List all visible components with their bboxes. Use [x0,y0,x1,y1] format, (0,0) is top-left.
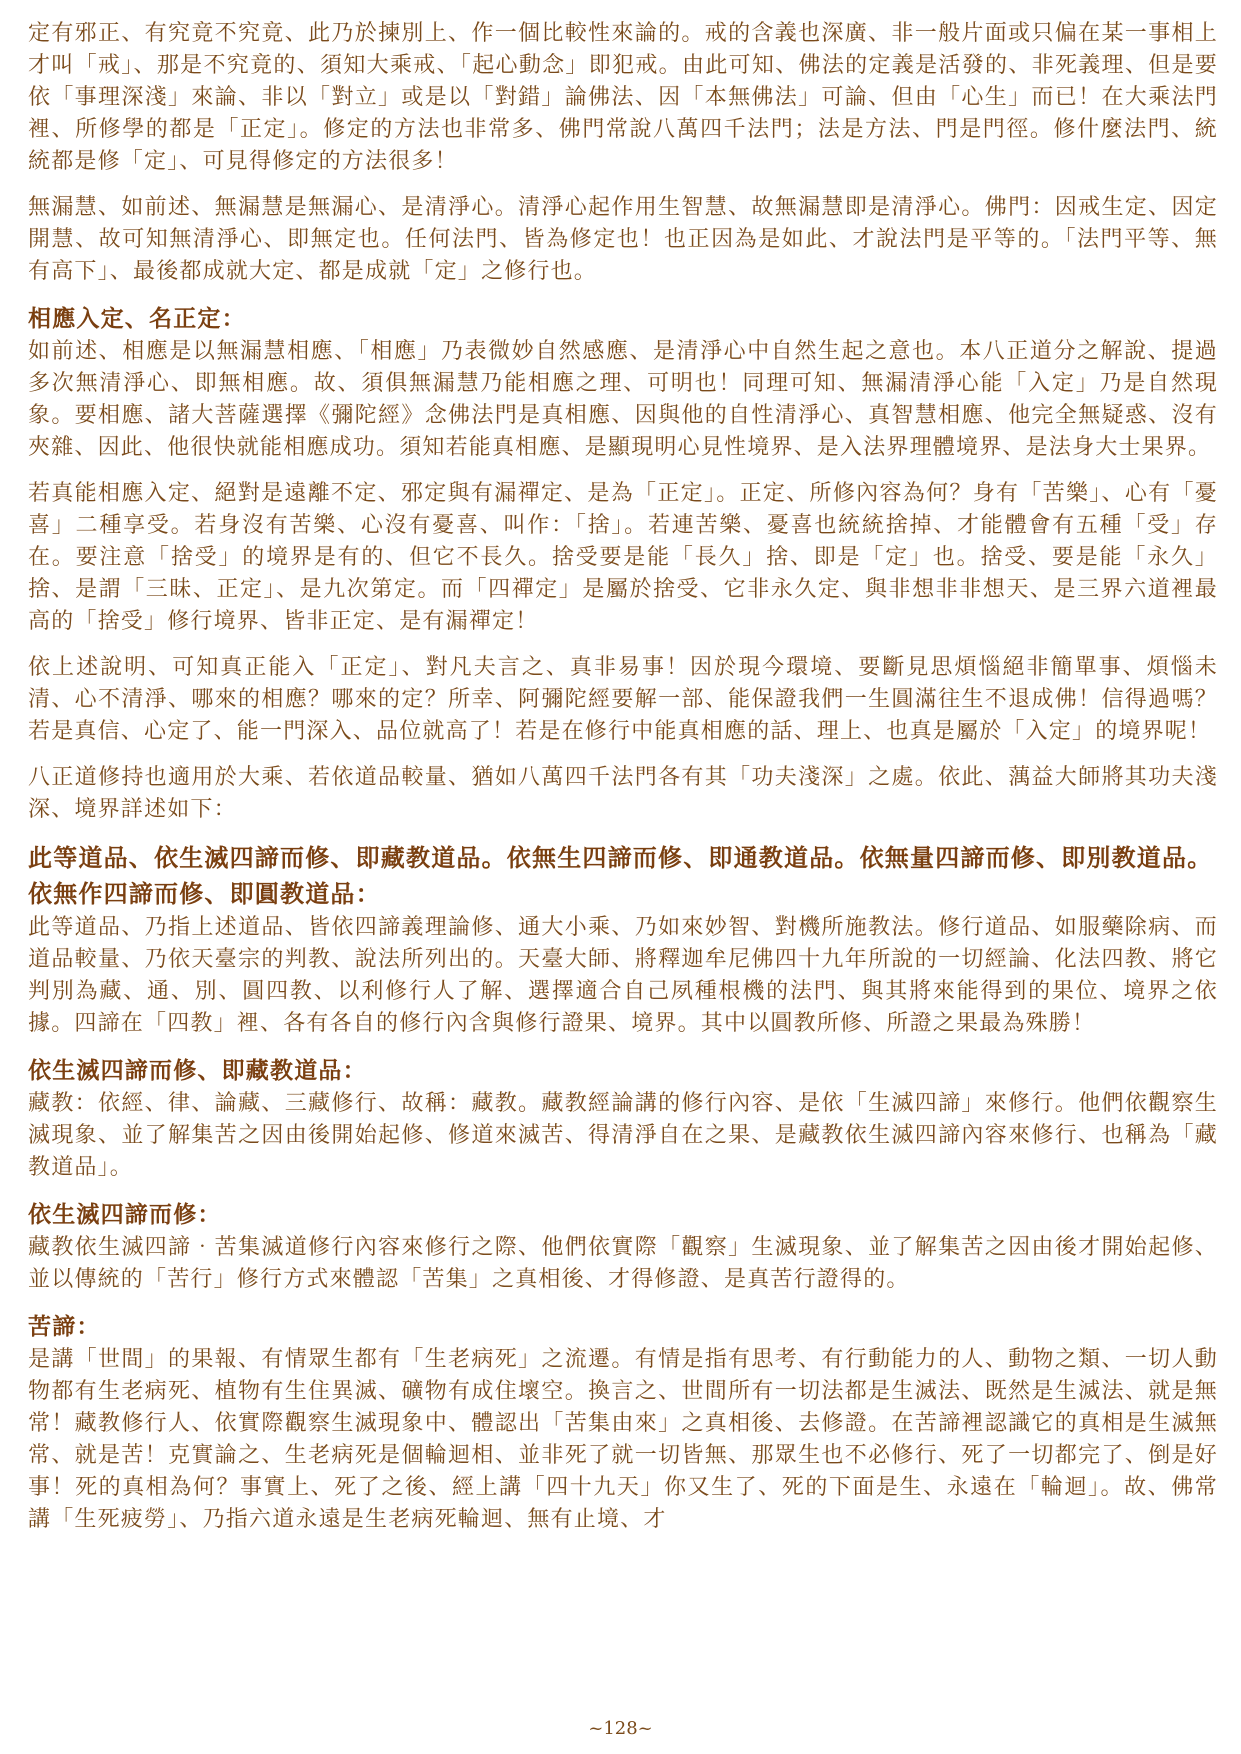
heading-zangjiao-daopin: 依生滅四諦而修、即藏教道品： [28,1057,367,1084]
paragraph-shengmie: 藏教依生滅四諦‧苦集滅道修行內容來修行之際、他們依實際「觀察」生滅現象、並了解集苦之因由後才開始起修、並以傳統的「苦行」修行方式來體認「苦集」之真相後、才得修證、是真苦行證得的。 [28,1235,1218,1292]
paragraph-xiangying: 如前述、相應是以無漏慧相應、「相應」乃表微妙自然感應、是清淨心中自然生起之意也。本八正道分之解說、提過多次無清淨心、即無相應。故、須俱無漏慧乃能相應之理、可明也！同理可知、無漏清淨心能「入定」乃是自然現象。要相應、諸大菩薩選擇《彌陀經》念佛法門是真相應、因與他的自性清淨心、真智慧相應、他完全無疑惑、沒有夾雜、因此、他很快就能相應成功。須知若能真相應、是顯現明心見性境界、是入法界理體境界、是法身大士果界。 [28,339,1218,460]
heading-four-teachings: 此等道品、依生滅四諦而修、即藏教道品。依無生四諦而修、即通教道品。依無量四諦而修、即別教道品。依無作四諦而修、即圓教道品： [28,843,1213,908]
document-body [28,18,1218,1550]
heading-kudi: 苦諦： [28,1313,101,1340]
heading-xiangying-ruding: 相應入定、名正定： [28,305,246,332]
paragraph-kudi: 是講「世間」的果報、有情眾生都有「生老病死」之流遷。有情是指有思考、有行動能力的人、動物之類、一切人動物都有生老病死、植物有生住異滅、礦物有成住壞空。換言之、世間所有一切法都是生滅法、既然是生滅法、就是無常！藏教修行人、依實際觀察生滅現象中、體認出「苦集由來」之真相後、去修證。在苦諦裡認識它的真相是生滅無常、就是苦！克實論之、生老病死是個輪迴相、並非死了就一切皆無、那眾生也不必修行、死了一切都完了、倒是好事！死的真相為何？事實上、死了之後、經上講「四十九天」你又生了、死的下面是生、永遠在「輪迴」。故、佛常講「生死疲勞」、乃指六道永遠是生老病死輪迴、無有止境、才 [28,1347,1218,1532]
paragraph-zhengding: 若真能相應入定、絕對是遠離不定、邪定與有漏禪定、是為「正定」。正定、所修內容為何？身有「苦樂」、心有「憂喜」二種享受。若身沒有苦樂、心沒有憂喜、叫作：「捨」。若連苦樂、憂喜也統統捨掉、才能體會有五種「受」存在。要注意「捨受」的境界是有的、但它不長久。捨受要是能「長久」捨、即是「定」也。捨受、要是能「永久」捨、是謂「三昧、正定」、是九次第定。而「四禪定」是屬於捨受、它非永久定、與非想非非想天、是三界六道裡最高的「捨受」修行境界、皆非正定、是有漏禪定！ [28,481,1218,634]
paragraph-wulou-hui: 無漏慧、如前述、無漏慧是無漏心、是清淨心。清淨心起作用生智慧、故無漏慧即是清淨心。佛門：因戒生定、因定開慧、故可知無清淨心、即無定也。任何法門、皆為修定也！也正因為是如此、才說法門是平等的。「法門平等、無有高下」、最後都成就大定、都是成就「定」之修行也。 [28,195,1218,284]
paragraph-zangjiao: 藏教：依經、律、論藏、三藏修行、故稱：藏教。藏教經論講的修行內容、是依「生滅四諦」來修行。他們依觀察生滅現象、並了解集苦之因由後開始起修、修道來滅苦、得清淨自在之果、是藏教依生滅四諦內容來修行、也稱為「藏教道品」。 [28,1091,1218,1180]
paragraph-explanation: 依上述說明、可知真正能入「正定」、對凡夫言之、真非易事！因於現今環境、要斷見思煩惱絕非簡單事、煩惱未清、心不清淨、哪來的相應？哪來的定？所幸、阿彌陀經要解一部、能保證我們一生圓滿往生不退成佛！信得過嗎？若是真信、心定了、能一門深入、品位就高了！若是在修行中能真相應的話、理上、也真是屬於「入定」的境界呢！ [28,655,1218,744]
paragraph-precepts-definition: 定有邪正、有究竟不究竟、此乃於揀別上、作一個比較性來論的。戒的含義也深廣、非一般片面或只偏在某一事相上才叫「戒」、那是不究竟的、須知大乘戒、「起心動念」即犯戒。由此可知、佛法的定義是活發的、非死義理、但是要依「事理深淺」來論、非以「對立」或是以「對錯」論佛法、因「本無佛法」可論、但由「心生」而已！在大乘法門裡、所修學的都是「正定」。修定的方法也非常多、佛門常說八萬四千法門；法是方法、門是門徑。修什麼法門、統統都是修「定」、可見得修定的方法很多！ [28,21,1218,174]
paragraph-daopin: 此等道品、乃指上述道品、皆依四諦義理論修、通大小乘、乃如來妙智、對機所施教法。修行道品、如服藥除病、而道品較量、乃依天臺宗的判教、說法所列出的。天臺大師、將釋迦牟尼佛四十九年所說的一切經論、化法四教、將它判別為藏、通、別、圓四教、以利修行人了解、選擇適合自己夙種根機的法門、與其將來能得到的果位、境界之依據。四諦在「四教」裡、各有各自的修行內含與修行證果、境界。其中以圓教所修、所證之果最為殊勝！ [28,915,1218,1036]
paragraph-eightfold-path: 八正道修持也適用於大乘、若依道品較量、猶如八萬四千法門各有其「功夫淺深」之處。依此、蕅益大師將其功夫淺深、境界詳述如下： [28,765,1218,822]
page-number: ~128~ [588,1718,653,1739]
heading-shengmie-sidi: 依生滅四諦而修： [28,1201,222,1228]
